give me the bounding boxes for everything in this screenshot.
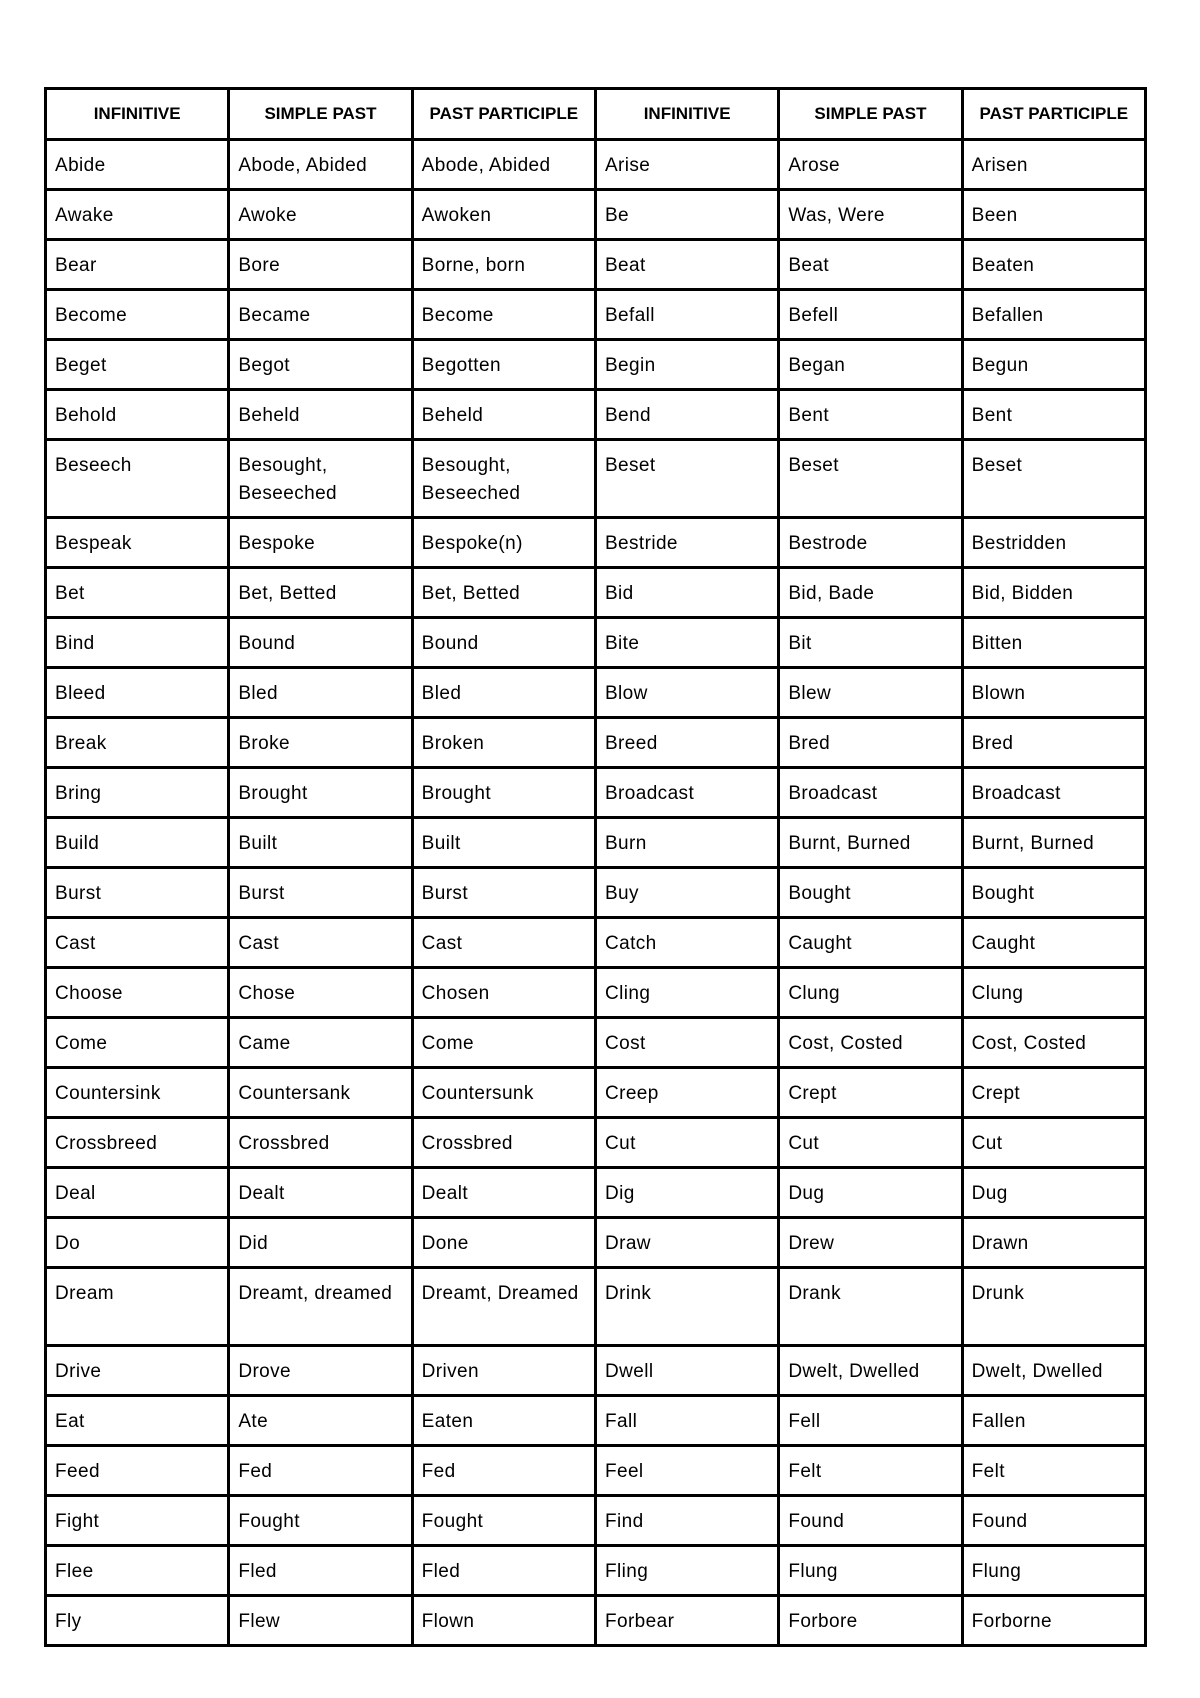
infinitive-cell: Dig (595, 1168, 778, 1218)
past-participle-cell: Fought (412, 1496, 595, 1546)
header-past-participle: PAST PARTICIPLE (412, 89, 595, 140)
past-participle-cell: Begotten (412, 340, 595, 390)
infinitive-cell: Dwell (595, 1346, 778, 1396)
simple-past-cell: Bit (779, 618, 962, 668)
simple-past-cell: Cost, Costed (779, 1018, 962, 1068)
simple-past-cell: Dreamt, dreamed (229, 1268, 412, 1346)
table-row (46, 818, 1146, 868)
simple-past-cell: Flung (779, 1546, 962, 1596)
past-participle-cell: Borne, born (412, 240, 595, 290)
past-participle-cell: Forborne (962, 1596, 1145, 1646)
infinitive-cell: Burst (46, 868, 229, 918)
past-participle-cell: Beaten (962, 240, 1145, 290)
past-participle-cell: Beheld (412, 390, 595, 440)
table-row (46, 1346, 1146, 1396)
past-participle-cell: Burnt, Burned (962, 818, 1145, 868)
past-participle-cell: Bought (962, 868, 1145, 918)
past-participle-cell: Brought (412, 768, 595, 818)
simple-past-cell: Began (779, 340, 962, 390)
simple-past-cell: Did (229, 1218, 412, 1268)
simple-past-cell: Found (779, 1496, 962, 1546)
infinitive-cell: Burn (595, 818, 778, 868)
simple-past-cell: Bought (779, 868, 962, 918)
infinitive-cell: Build (46, 818, 229, 868)
past-participle-cell: Found (962, 1496, 1145, 1546)
past-participle-cell: Bid, Bidden (962, 568, 1145, 618)
simple-past-cell: Dealt (229, 1168, 412, 1218)
table-row (46, 1268, 1146, 1346)
past-participle-cell: Chosen (412, 968, 595, 1018)
past-participle-cell: Clung (962, 968, 1145, 1018)
table-row (46, 868, 1146, 918)
table-row (46, 618, 1146, 668)
table-row (46, 340, 1146, 390)
simple-past-cell: Drove (229, 1346, 412, 1396)
past-participle-cell: Bet, Betted (412, 568, 595, 618)
simple-past-cell: Chose (229, 968, 412, 1018)
infinitive-cell: Beat (595, 240, 778, 290)
simple-past-cell: Was, Were (779, 190, 962, 240)
past-participle-cell: Blown (962, 668, 1145, 718)
infinitive-cell: Break (46, 718, 229, 768)
simple-past-cell: Beat (779, 240, 962, 290)
simple-past-cell: Drew (779, 1218, 962, 1268)
table-row (46, 390, 1146, 440)
table-row (46, 568, 1146, 618)
simple-past-cell: Crept (779, 1068, 962, 1118)
past-participle-cell: Drawn (962, 1218, 1145, 1268)
simple-past-cell: Awoke (229, 190, 412, 240)
past-participle-cell: Fallen (962, 1396, 1145, 1446)
simple-past-cell: Became (229, 290, 412, 340)
past-participle-cell: Felt (962, 1446, 1145, 1496)
simple-past-cell: Beheld (229, 390, 412, 440)
past-participle-cell: Dug (962, 1168, 1145, 1218)
infinitive-cell: Bleed (46, 668, 229, 718)
simple-past-cell: Bid, Bade (779, 568, 962, 618)
header-infinitive: INFINITIVE (595, 89, 778, 140)
infinitive-cell: Drink (595, 1268, 778, 1346)
past-participle-cell: Beset (962, 440, 1145, 518)
infinitive-cell: Behold (46, 390, 229, 440)
past-participle-cell: Bestridden (962, 518, 1145, 568)
header-row (46, 89, 1146, 140)
past-participle-cell: Awoken (412, 190, 595, 240)
simple-past-cell: Befell (779, 290, 962, 340)
infinitive-cell: Become (46, 290, 229, 340)
past-participle-cell: Broadcast (962, 768, 1145, 818)
simple-past-cell: Bet, Betted (229, 568, 412, 618)
past-participle-cell: Cast (412, 918, 595, 968)
table-row (46, 1546, 1146, 1596)
infinitive-cell: Bid (595, 568, 778, 618)
infinitive-cell: Bind (46, 618, 229, 668)
infinitive-cell: Beseech (46, 440, 229, 518)
infinitive-cell: Dream (46, 1268, 229, 1346)
infinitive-cell: Bet (46, 568, 229, 618)
table-row (46, 240, 1146, 290)
simple-past-cell: Forbore (779, 1596, 962, 1646)
past-participle-cell: Flung (962, 1546, 1145, 1596)
simple-past-cell: Beset (779, 440, 962, 518)
table-row (46, 718, 1146, 768)
infinitive-cell: Arise (595, 140, 778, 190)
simple-past-cell: Bore (229, 240, 412, 290)
infinitive-cell: Crossbreed (46, 1118, 229, 1168)
simple-past-cell: Drank (779, 1268, 962, 1346)
infinitive-cell: Be (595, 190, 778, 240)
past-participle-cell: Bitten (962, 618, 1145, 668)
table-row (46, 140, 1146, 190)
table-row (46, 518, 1146, 568)
infinitive-cell: Fight (46, 1496, 229, 1546)
simple-past-cell: Abode, Abided (229, 140, 412, 190)
table-row (46, 190, 1146, 240)
infinitive-cell: Awake (46, 190, 229, 240)
header-simple-past: SIMPLE PAST (779, 89, 962, 140)
infinitive-cell: Bend (595, 390, 778, 440)
simple-past-cell: Burst (229, 868, 412, 918)
infinitive-cell: Do (46, 1218, 229, 1268)
simple-past-cell: Bred (779, 718, 962, 768)
simple-past-cell: Countersank (229, 1068, 412, 1118)
table-row (46, 1018, 1146, 1068)
infinitive-cell: Bear (46, 240, 229, 290)
simple-past-cell: Broke (229, 718, 412, 768)
infinitive-cell: Find (595, 1496, 778, 1546)
infinitive-cell: Choose (46, 968, 229, 1018)
past-participle-cell: Countersunk (412, 1068, 595, 1118)
infinitive-cell: Cut (595, 1118, 778, 1168)
simple-past-cell: Cast (229, 918, 412, 968)
simple-past-cell: Bestrode (779, 518, 962, 568)
past-participle-cell: Caught (962, 918, 1145, 968)
past-participle-cell: Befallen (962, 290, 1145, 340)
table-row (46, 1446, 1146, 1496)
infinitive-cell: Beget (46, 340, 229, 390)
simple-past-cell: Fed (229, 1446, 412, 1496)
table-row (46, 1068, 1146, 1118)
past-participle-cell: Built (412, 818, 595, 868)
past-participle-cell: Bred (962, 718, 1145, 768)
infinitive-cell: Cost (595, 1018, 778, 1068)
simple-past-cell: Caught (779, 918, 962, 968)
irregular-verbs-table (44, 87, 1147, 1647)
past-participle-cell: Bled (412, 668, 595, 718)
past-participle-cell: Begun (962, 340, 1145, 390)
infinitive-cell: Eat (46, 1396, 229, 1446)
infinitive-cell: Feel (595, 1446, 778, 1496)
simple-past-cell: Fell (779, 1396, 962, 1446)
simple-past-cell: Flew (229, 1596, 412, 1646)
simple-past-cell: Ate (229, 1396, 412, 1446)
header-simple-past: SIMPLE PAST (229, 89, 412, 140)
table-row (46, 1168, 1146, 1218)
simple-past-cell: Bespoke (229, 518, 412, 568)
infinitive-cell: Befall (595, 290, 778, 340)
infinitive-cell: Draw (595, 1218, 778, 1268)
infinitive-cell: Bring (46, 768, 229, 818)
simple-past-cell: Bled (229, 668, 412, 718)
infinitive-cell: Forbear (595, 1596, 778, 1646)
past-participle-cell: Cost, Costed (962, 1018, 1145, 1068)
past-participle-cell: Bespoke(n) (412, 518, 595, 568)
past-participle-cell: Driven (412, 1346, 595, 1396)
past-participle-cell: Abode, Abided (412, 140, 595, 190)
infinitive-cell: Broadcast (595, 768, 778, 818)
simple-past-cell: Burnt, Burned (779, 818, 962, 868)
infinitive-cell: Fling (595, 1546, 778, 1596)
infinitive-cell: Feed (46, 1446, 229, 1496)
past-participle-cell: Been (962, 190, 1145, 240)
past-participle-cell: Come (412, 1018, 595, 1068)
infinitive-cell: Drive (46, 1346, 229, 1396)
table-row (46, 918, 1146, 968)
infinitive-cell: Cast (46, 918, 229, 968)
simple-past-cell: Broadcast (779, 768, 962, 818)
infinitive-cell: Flee (46, 1546, 229, 1596)
infinitive-cell: Fall (595, 1396, 778, 1446)
simple-past-cell: Bound (229, 618, 412, 668)
infinitive-cell: Breed (595, 718, 778, 768)
simple-past-cell: Came (229, 1018, 412, 1068)
simple-past-cell: Built (229, 818, 412, 868)
infinitive-cell: Fly (46, 1596, 229, 1646)
simple-past-cell: Blew (779, 668, 962, 718)
past-participle-cell: Done (412, 1218, 595, 1268)
past-participle-cell: Dwelt, Dwelled (962, 1346, 1145, 1396)
past-participle-cell: Burst (412, 868, 595, 918)
simple-past-cell: Dug (779, 1168, 962, 1218)
simple-past-cell: Fled (229, 1546, 412, 1596)
infinitive-cell: Deal (46, 1168, 229, 1218)
past-participle-cell: Flown (412, 1596, 595, 1646)
infinitive-cell: Countersink (46, 1068, 229, 1118)
table-row (46, 768, 1146, 818)
simple-past-cell: Crossbred (229, 1118, 412, 1168)
past-participle-cell: Cut (962, 1118, 1145, 1168)
past-participle-cell: Dreamt, Dreamed (412, 1268, 595, 1346)
infinitive-cell: Buy (595, 868, 778, 918)
infinitive-cell: Bestride (595, 518, 778, 568)
simple-past-cell: Bent (779, 390, 962, 440)
past-participle-cell: Crept (962, 1068, 1145, 1118)
past-participle-cell: Become (412, 290, 595, 340)
infinitive-cell: Bespeak (46, 518, 229, 568)
table-row (46, 440, 1146, 518)
table-row (46, 1218, 1146, 1268)
infinitive-cell: Beset (595, 440, 778, 518)
past-participle-cell: Besought, Beseeched (412, 440, 595, 518)
past-participle-cell: Eaten (412, 1396, 595, 1446)
infinitive-cell: Come (46, 1018, 229, 1068)
past-participle-cell: Fed (412, 1446, 595, 1496)
past-participle-cell: Bound (412, 618, 595, 668)
header-infinitive: INFINITIVE (46, 89, 229, 140)
simple-past-cell: Fought (229, 1496, 412, 1546)
table-row (46, 1118, 1146, 1168)
infinitive-cell: Bite (595, 618, 778, 668)
simple-past-cell: Cut (779, 1118, 962, 1168)
past-participle-cell: Arisen (962, 140, 1145, 190)
simple-past-cell: Brought (229, 768, 412, 818)
past-participle-cell: Drunk (962, 1268, 1145, 1346)
infinitive-cell: Blow (595, 668, 778, 718)
table-row (46, 668, 1146, 718)
simple-past-cell: Arose (779, 140, 962, 190)
table-row (46, 968, 1146, 1018)
past-participle-cell: Crossbred (412, 1118, 595, 1168)
infinitive-cell: Begin (595, 340, 778, 390)
past-participle-cell: Broken (412, 718, 595, 768)
simple-past-cell: Begot (229, 340, 412, 390)
infinitive-cell: Abide (46, 140, 229, 190)
infinitive-cell: Catch (595, 918, 778, 968)
past-participle-cell: Dealt (412, 1168, 595, 1218)
infinitive-cell: Cling (595, 968, 778, 1018)
table-row (46, 1396, 1146, 1446)
header-past-participle: PAST PARTICIPLE (962, 89, 1145, 140)
table-row (46, 1496, 1146, 1546)
table-row (46, 1596, 1146, 1646)
simple-past-cell: Felt (779, 1446, 962, 1496)
document-page (44, 87, 1144, 1647)
past-participle-cell: Fled (412, 1546, 595, 1596)
table-body (46, 140, 1146, 1646)
simple-past-cell: Besought, Beseeched (229, 440, 412, 518)
simple-past-cell: Clung (779, 968, 962, 1018)
infinitive-cell: Creep (595, 1068, 778, 1118)
table-row (46, 290, 1146, 340)
past-participle-cell: Bent (962, 390, 1145, 440)
simple-past-cell: Dwelt, Dwelled (779, 1346, 962, 1396)
